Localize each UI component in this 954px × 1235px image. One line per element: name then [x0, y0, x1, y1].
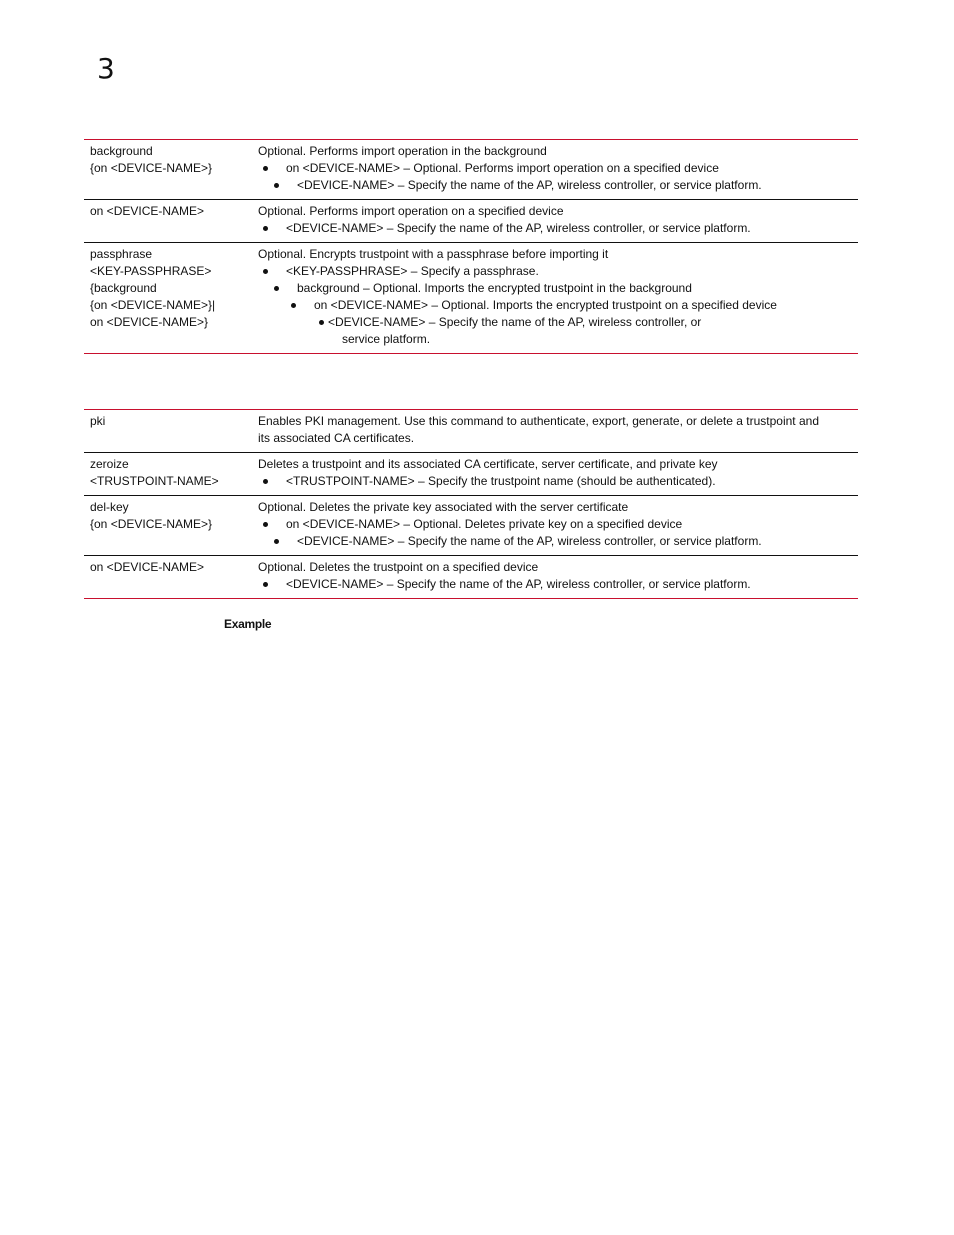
bullet-item: <TRUSTPOINT-NAME> – Specify the trustpoint name (should be authenticated).: [258, 473, 852, 490]
chapter-number: 3: [97, 52, 115, 85]
parameter-cell: [84, 200, 252, 243]
table-row: [84, 410, 858, 453]
parameter-table-import: [84, 139, 858, 354]
description-text: Enables PKI management. Use this command to authenticate, export, generate, or delete a trustpoint and: [258, 414, 819, 428]
parameter-text: on <DEVICE-NAME>: [90, 560, 205, 574]
bullet-item: on <DEVICE-NAME> – Optional. Imports the encrypted trustpoint on a specified device: [258, 297, 852, 314]
parameter-text: <TRUSTPOINT-NAME>: [90, 474, 219, 488]
bullet-item: <DEVICE-NAME> – Specify the name of the AP, wireless controller, or service platform.: [258, 576, 852, 593]
parameter-text: {background: [90, 281, 157, 295]
description-cell: [252, 556, 858, 599]
parameter-text: zeroize: [90, 457, 129, 471]
bullet-item: background – Optional. Imports the encrypted trustpoint in the background: [258, 280, 852, 297]
parameter-cell: [84, 140, 252, 200]
parameter-text: on <DEVICE-NAME>: [90, 204, 205, 218]
bullet-item: on <DEVICE-NAME> – Optional. Deletes private key on a specified device: [258, 516, 852, 533]
description-text: service platform.: [342, 332, 431, 346]
table-row: [84, 140, 858, 200]
bullet-item: <KEY-PASSPHRASE> – Specify a passphrase.: [258, 263, 852, 280]
parameter-cell: [84, 496, 252, 556]
parameter-text: pki: [90, 414, 106, 428]
table-row: [84, 556, 858, 599]
description-text: Optional. Deletes the trustpoint on a specified device: [258, 560, 539, 574]
bullet-item: <DEVICE-NAME> – Specify the name of the AP, wireless controller, or service platform.: [258, 220, 852, 237]
table-row: [84, 243, 858, 354]
description-text: Optional. Encrypts trustpoint with a passphrase before importing it: [258, 247, 609, 261]
parameter-cell: [84, 410, 252, 453]
description-cell: [252, 410, 858, 453]
bullet-item: <DEVICE-NAME> – Specify the name of the AP, wireless controller, or: [258, 314, 852, 331]
description-cell: [252, 140, 858, 200]
example-heading: Example: [224, 617, 272, 631]
bullet-item: <DEVICE-NAME> – Specify the name of the AP, wireless controller, or service platform.: [258, 533, 852, 550]
table-row: [84, 200, 858, 243]
description-text: Optional. Performs import operation in the background: [258, 144, 547, 158]
parameter-text: <KEY-PASSPHRASE>: [90, 264, 212, 278]
description-text: Optional. Deletes the private key associated with the server certificate: [258, 500, 629, 514]
parameter-table-pki: [84, 409, 858, 599]
bullet-item: <DEVICE-NAME> – Specify the name of the AP, wireless controller, or service platform.: [258, 177, 852, 194]
parameter-cell: [84, 453, 252, 496]
parameter-text: background: [90, 144, 153, 158]
description-cell: [252, 243, 858, 354]
description-cell: [252, 200, 858, 243]
table-row: [84, 496, 858, 556]
parameter-cell: [84, 556, 252, 599]
table-row: [84, 453, 858, 496]
parameter-text: {on <DEVICE-NAME>}|: [90, 298, 216, 312]
parameter-text: passphrase: [90, 247, 153, 261]
description-text: its associated CA certificates.: [258, 431, 415, 445]
parameter-text: {on <DEVICE-NAME>}: [90, 517, 213, 531]
parameter-cell: [84, 243, 252, 354]
parameter-text: on <DEVICE-NAME>}: [90, 315, 209, 329]
parameter-text: {on <DEVICE-NAME>}: [90, 161, 213, 175]
description-cell: [252, 453, 858, 496]
parameter-text: del-key: [90, 500, 129, 514]
bullet-item: on <DEVICE-NAME> – Optional. Performs import operation on a specified device: [258, 160, 852, 177]
description-text: Deletes a trustpoint and its associated CA certificate, server certificate, and private key: [258, 457, 718, 471]
description-cell: [252, 496, 858, 556]
description-text: Optional. Performs import operation on a specified device: [258, 204, 564, 218]
